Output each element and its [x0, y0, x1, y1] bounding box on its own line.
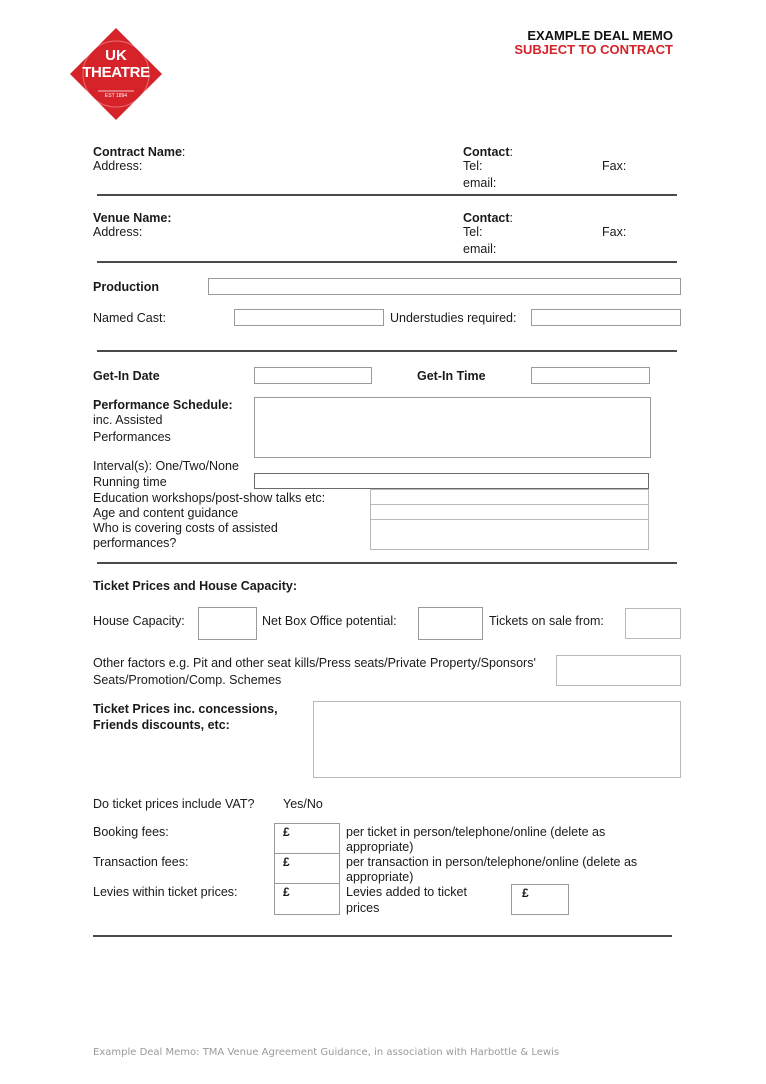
divider	[97, 562, 677, 564]
get-in-date-field[interactable]	[254, 367, 372, 384]
venue-fax-label: Fax:	[602, 225, 627, 239]
other-factors-label-2: Seats/Promotion/Comp. Schemes	[93, 673, 282, 687]
contract-fax-label: Fax:	[602, 159, 627, 173]
production-label: Production	[93, 280, 159, 294]
contract-address-label: Address:	[93, 159, 143, 173]
logo-text-theatre: THEATRE	[82, 64, 150, 81]
transaction-fees-desc-2: appropriate)	[346, 870, 414, 884]
levies-added-field[interactable]	[511, 884, 569, 915]
levies-added-label-2: prices	[346, 901, 380, 915]
transaction-fees-field[interactable]	[274, 853, 340, 884]
get-in-time-label: Get-In Time	[417, 369, 486, 383]
venue-contact-label: Contact:	[463, 211, 514, 225]
tickets-on-sale-field[interactable]	[625, 608, 681, 639]
document-title: EXAMPLE DEAL MEMO	[527, 28, 673, 43]
named-cast-field[interactable]	[234, 309, 384, 326]
divider	[97, 194, 677, 196]
other-factors-field[interactable]	[556, 655, 681, 686]
venue-address-label: Address:	[93, 225, 143, 239]
get-in-date-label: Get-In Date	[93, 369, 160, 383]
transaction-fees-label: Transaction fees:	[93, 855, 189, 869]
performance-schedule-field[interactable]	[254, 397, 651, 458]
venue-tel-label: Tel:	[463, 225, 483, 239]
vat-answer[interactable]: Yes/No	[283, 797, 323, 811]
understudies-label: Understudies required:	[390, 311, 517, 325]
running-time-label: Running time	[93, 475, 167, 489]
levies-added-label-1: Levies added to ticket	[346, 885, 467, 899]
age-guidance-label: Age and content guidance	[93, 506, 239, 520]
performance-schedule-sub1: inc. Assisted	[93, 413, 163, 427]
performance-schedule-sub2: Performances	[93, 430, 171, 444]
assisted-costs-field[interactable]	[370, 519, 649, 550]
pound-symbol: £	[283, 855, 290, 869]
named-cast-label: Named Cast:	[93, 311, 166, 325]
divider	[97, 350, 677, 352]
uk-theatre-logo	[70, 28, 162, 120]
pound-symbol: £	[283, 825, 290, 839]
vat-question-label: Do ticket prices include VAT?	[93, 797, 255, 811]
running-time-field[interactable]	[254, 473, 649, 489]
venue-name-label: Venue Name:	[93, 211, 172, 225]
production-field[interactable]	[208, 278, 681, 295]
age-guidance-field[interactable]	[370, 504, 649, 520]
divider	[97, 261, 677, 263]
other-factors-label-1: Other factors e.g. Pit and other seat kills/Press seats/Private Property/Sponsors'	[93, 656, 536, 670]
education-field[interactable]	[370, 489, 649, 505]
booking-fees-desc-2: appropriate)	[346, 840, 414, 854]
contract-email-label: email:	[463, 176, 497, 190]
assisted-costs-label-2: performances?	[93, 536, 177, 550]
ticket-section-title: Ticket Prices and House Capacity:	[93, 579, 298, 593]
house-capacity-field[interactable]	[198, 607, 257, 640]
booking-fees-field[interactable]	[274, 823, 340, 854]
transaction-fees-desc-1: per transaction in person/telephone/online (delete as	[346, 855, 638, 869]
levies-within-label: Levies within ticket prices:	[93, 885, 238, 899]
tickets-on-sale-label: Tickets on sale from:	[489, 614, 604, 628]
venue-email-label: email:	[463, 242, 497, 256]
divider	[93, 935, 672, 937]
ticket-prices-label-2: Friends discounts, etc:	[93, 718, 230, 732]
performance-schedule-label: Performance Schedule:	[93, 398, 233, 412]
pound-symbol: £	[283, 885, 290, 899]
contract-contact-label: Contact:	[463, 145, 514, 159]
pound-symbol: £	[522, 886, 529, 900]
net-box-office-label: Net Box Office potential:	[262, 614, 397, 628]
understudies-field[interactable]	[531, 309, 681, 326]
booking-fees-desc-1: per ticket in person/telephone/online (delete as	[346, 825, 606, 839]
contract-tel-label: Tel:	[463, 159, 483, 173]
document-subtitle: SUBJECT TO CONTRACT	[514, 42, 673, 57]
levies-within-field[interactable]	[274, 883, 340, 915]
assisted-costs-label-1: Who is covering costs of assisted	[93, 521, 278, 535]
ticket-prices-label-1: Ticket Prices inc. concessions,	[93, 702, 278, 716]
ticket-prices-field[interactable]	[313, 701, 681, 778]
booking-fees-label: Booking fees:	[93, 825, 169, 839]
get-in-time-field[interactable]	[531, 367, 650, 384]
logo-text-uk: UK	[105, 47, 127, 64]
net-box-office-field[interactable]	[418, 607, 483, 640]
education-label: Education workshops/post-show talks etc:	[93, 491, 326, 505]
logo-text-est: EST 1894	[104, 93, 128, 99]
house-capacity-label: House Capacity:	[93, 614, 185, 628]
intervals-label: Interval(s): One/Two/None	[93, 459, 239, 473]
footer-text: Example Deal Memo: TMA Venue Agreement Guidance, in association with Harbottle & Lewis	[93, 1047, 560, 1058]
contract-name-label: Contract Name:	[93, 145, 186, 159]
